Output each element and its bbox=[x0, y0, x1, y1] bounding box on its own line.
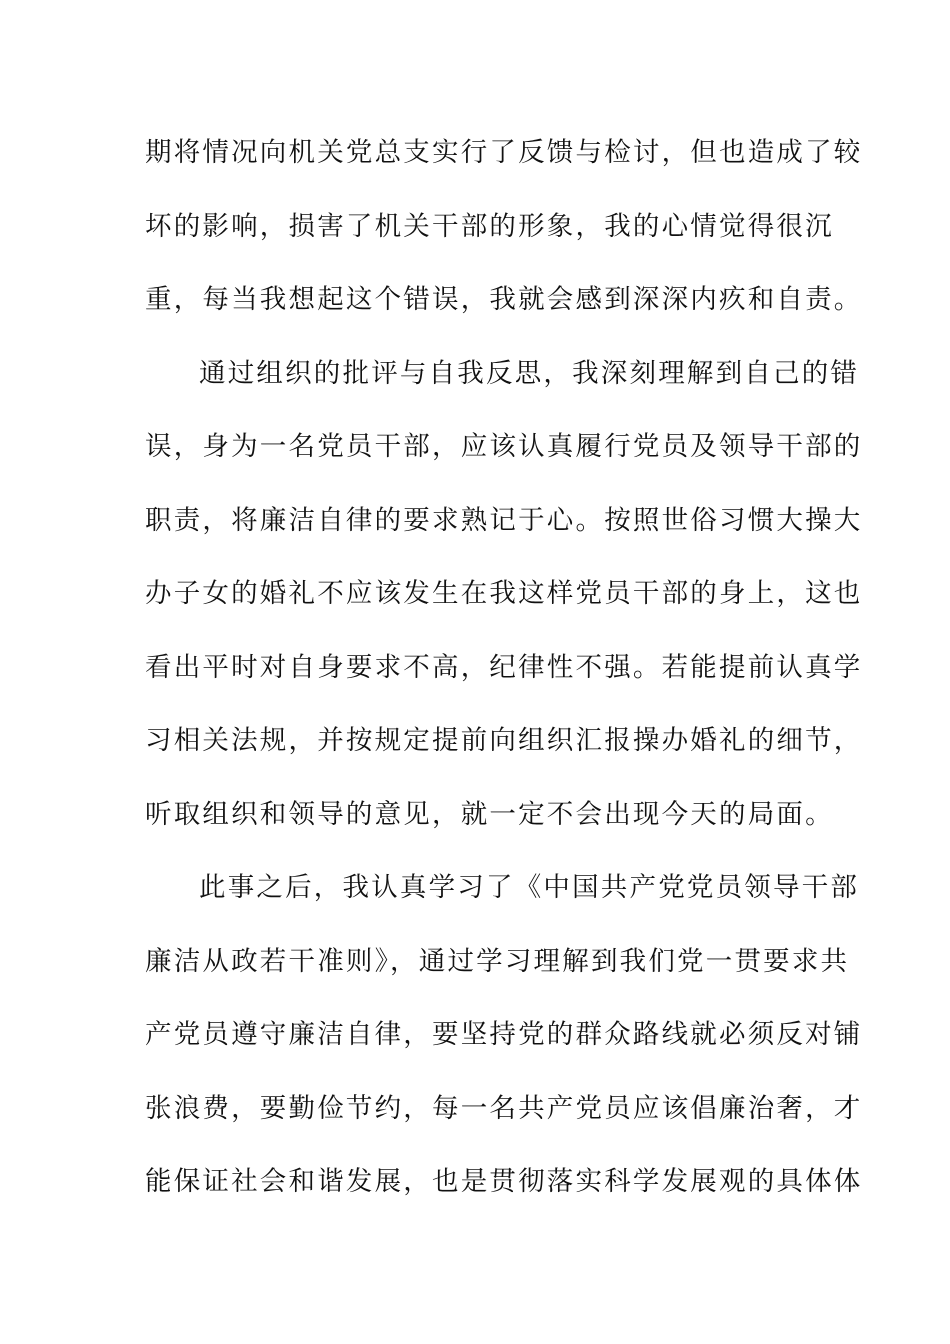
body-text bbox=[145, 124, 863, 1227]
text-line: 坏的影响，损害了机关干部的形象，我的心情觉得很沉 bbox=[145, 210, 834, 242]
text-line: 廉洁从政若干准则》，通过学习理解到我们党一贯要求共 bbox=[145, 945, 850, 977]
text-line: 办子女的婚礼不应该发生在我这样党员干部的身上，这也 bbox=[145, 578, 863, 609]
text-line: 期将情况向机关党总支实行了反馈与检讨，但也造成了较 bbox=[145, 137, 863, 168]
paragraph-start-line: 通过组织的批评与自我反思，我深刻理解到自己的错 bbox=[199, 357, 860, 389]
text-line: 张浪费，要勤俭节约，每一名共产党员应该倡廉治奢，才 bbox=[145, 1092, 863, 1124]
text-line: 能保证社会和谐发展，也是贯彻落实科学发展观的具体体 bbox=[145, 1166, 863, 1197]
text-line: 误，身为一名党员干部，应该认真履行党员及领导干部的 bbox=[145, 431, 863, 462]
text-line: 职责，将廉洁自律的要求熟记于心。按照世俗习惯大操大 bbox=[145, 504, 863, 536]
text-line: 产党员遵守廉洁自律，要坚持党的群众路线就必须反对铺 bbox=[145, 1019, 863, 1050]
text-line: 习相关法规，并按规定提前向组织汇报操办婚礼的细节， bbox=[145, 725, 863, 756]
text-line: 重，每当我想起这个错误，我就会感到深深内疚和自责。 bbox=[145, 284, 863, 315]
text-line: 听取组织和领导的意见，就一定不会出现今天的局面。 bbox=[145, 798, 834, 830]
paragraph-start-line: 此事之后，我认真学习了《中国共产党党员领导干部 bbox=[199, 872, 860, 903]
text-line: 看出平时对自身要求不高，纪律性不强。若能提前认真学 bbox=[145, 651, 863, 683]
